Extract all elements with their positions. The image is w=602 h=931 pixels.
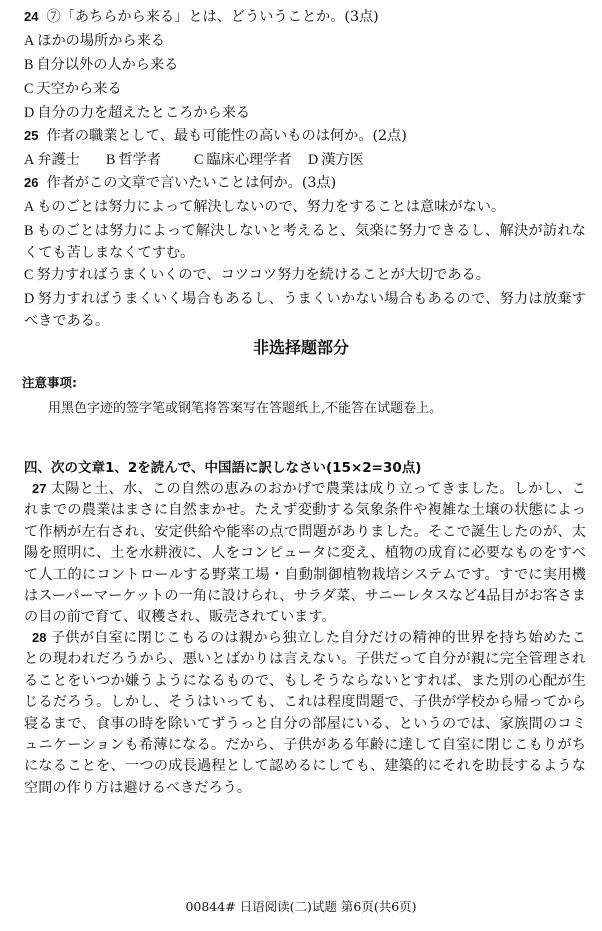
question-26-prompt: [24, 173, 584, 193]
question-25-option-b: B 哲学者: [106, 152, 162, 168]
question-24-option-c: C 天空から来る: [24, 81, 122, 97]
page-footer: 00844# 日语阅读(二)试题 第6页(共6页): [185, 899, 417, 914]
question-number: 26: [24, 175, 39, 190]
passage-number: 28: [32, 630, 47, 645]
question-25-options: [24, 150, 584, 170]
passage-text: 太陽と土、水、この自然の恵みのおかげで農業は成り立ってきました。しかし、これまでの農業はまさに自然まかせ。たえず変動する気象条件や複雑な土壌の状態によって作柄が左右され、安定供給や能率の点で問題がありました。そこで誕生したのが、太陽を照明に、土を水耕液に、人をコンピュータに変え、植物の成育に必要なものをすべて人工的にコントロールする野菜工場・自動制御植物栽培システムです。すでに実用機はスーパーマーケットの一角に設けられ、サラダ菜、サニーレタスなど4品目がお客さまの目の前で育て、収穫され、販売されています。: [24, 481, 586, 626]
question-24-prompt: [24, 7, 584, 27]
question-24-option-b: B 自分以外の人から来る: [24, 57, 179, 73]
question-26-option-a: A ものごとは努力によって解決しないので、努力をすることは意味がない。: [24, 199, 506, 215]
question-26-option-d: D 努力すればうまくいく場合もあるし、うまくいかない場合もあるので、努力は放棄すべきである。: [24, 291, 586, 329]
question-25-prompt: [24, 126, 584, 146]
question-text: 作者がこの文章で言いたいことは何か。(3点): [46, 175, 337, 191]
question-25-option-c: C 臨床心理学者: [194, 152, 292, 168]
question-26-option-c: C 努力すればうまくいくので、コツコツ努力を続けることが大切である。: [24, 267, 490, 283]
notice-label: 注意事项:: [22, 375, 77, 390]
notice-text: 用黑色字迹的签字笔或钢笔将答案写在答题纸上,不能答在试题卷上。: [48, 401, 443, 416]
question-26-option-b: B ものごとは努力によって解決しないと考えると、気楽に努力できるし、解決が訪れなくても苦しまなくてすむ。: [24, 223, 586, 261]
section-title: 非选择题部分: [252, 338, 349, 357]
passage-text: 子供が自室に閉じこもるのは親から独立した自分だけの精神的世界を持ち始めたことの現われだろうから、悪いとばかりは言えない。子供だって自分が親に完全管理されることをいつか嫌うようになるもので、もしそうならないとすれば、また別の心配が生じるだろう。しかし、そうはいっても、これは程度問題で、子供が学校から帰ってから寝るまで、食事の時を除いてずうっと自分の部屋にいる、というのでは、家族間のコミュニケーションも希薄になる。だから、子供がある年齢に達して自室に閉じこもりがちになることを、一つの成長過程として認めるにしても、建築的にそれを助長するような空間の作り方は避けるべきだろう。: [24, 630, 586, 796]
question-25-option-d: D 漢方医: [308, 152, 364, 168]
question-text: ⑦「あちらから来る」とは、どういうことか。(3点): [46, 9, 379, 25]
passage-28: [24, 627, 586, 799]
question-25-option-a: A 弁護士: [24, 152, 80, 168]
question-24-option-a: A ほかの場所から来る: [24, 33, 165, 49]
question-number: 25: [24, 128, 39, 143]
question-24-option-d: D 自分の力を超えたところから来る: [24, 105, 251, 121]
question-number: 24: [24, 9, 39, 24]
passage-number: 27: [32, 481, 47, 496]
question-text: 作者の職業として、最も可能性の高いものは何か。(2点): [46, 128, 407, 144]
passage-27: [24, 478, 586, 629]
part-4-heading: 四、次の文章1、2を読んで、中国語に訳しなさい(15×2=30点): [24, 460, 422, 476]
